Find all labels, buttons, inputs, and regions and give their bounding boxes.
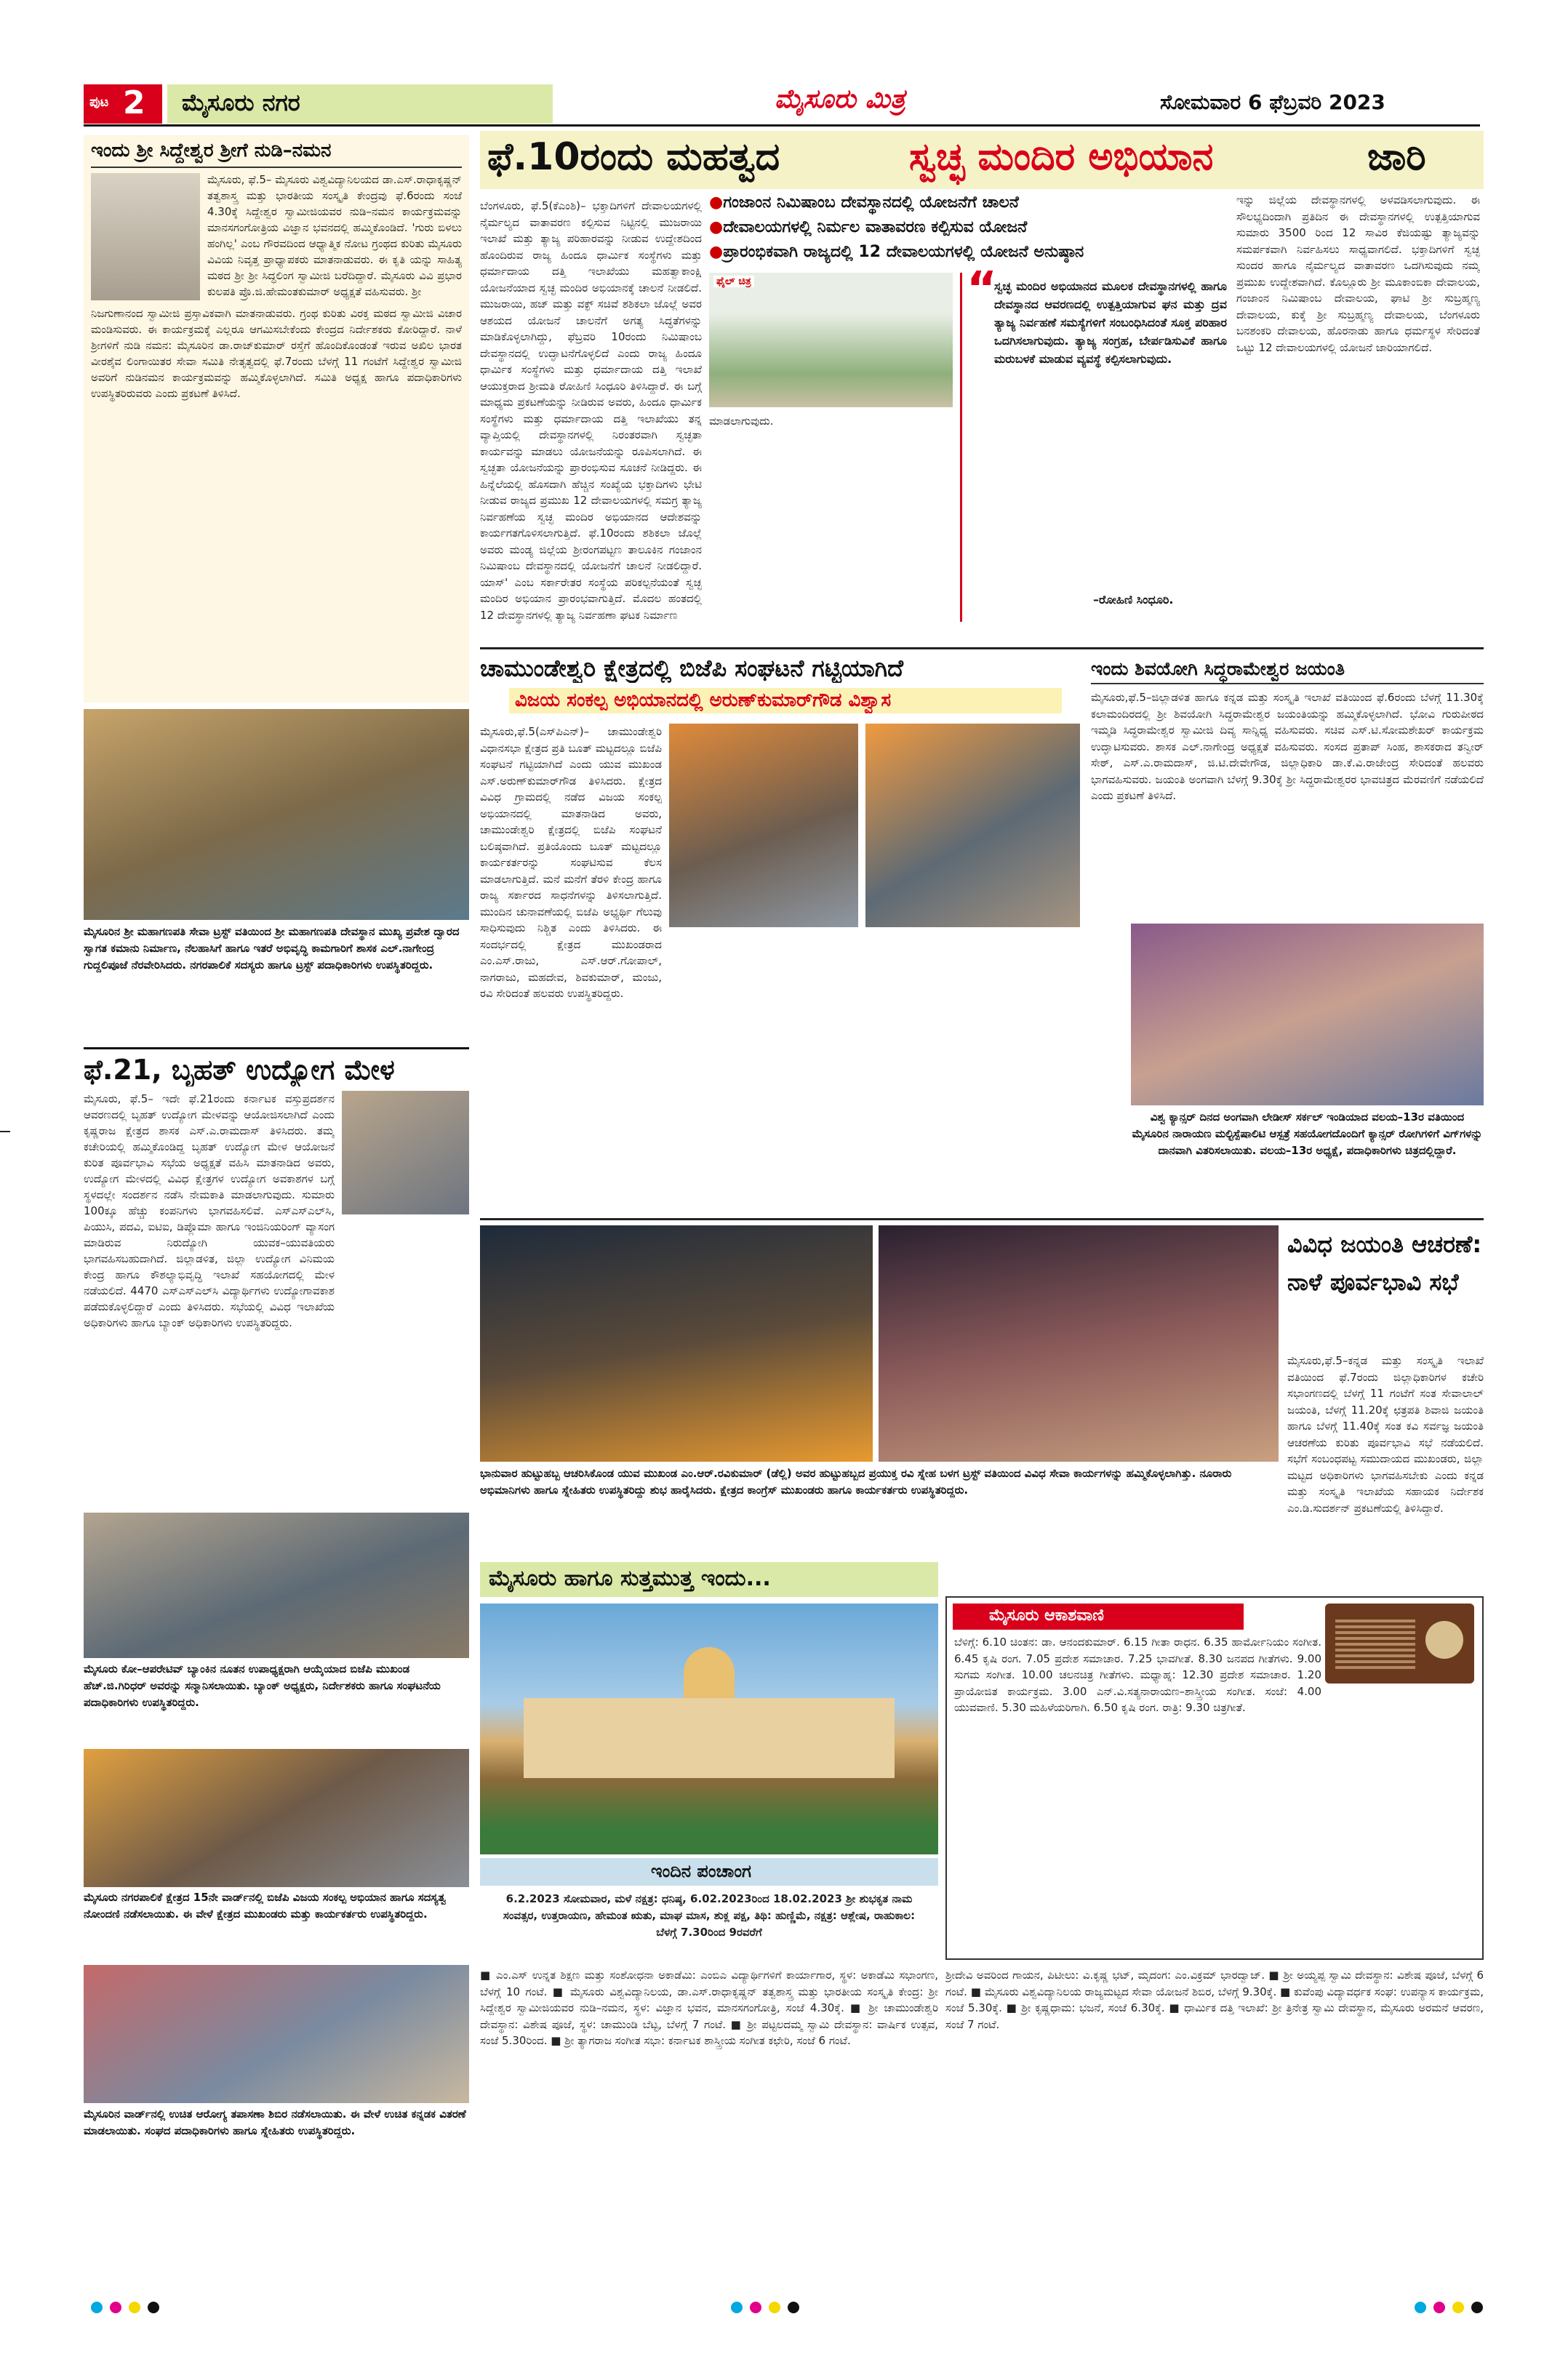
lead-quote: ಸ್ವಚ್ಛ ಮಂದಿರ ಅಭಿಯಾನದ ಮೂಲಕ ದೇವಸ್ಥಾನಗಳಲ್ಲಿ ಹಾಗೂ ದೇವಸ್ಥಾನದ ಆವರಣದಲ್ಲಿ ಉತ್ಪತ್ತಿಯಾಗುವ ಘನ ಮತ್ತು ದ್ರವ ತ್ಯಾಜ್ಯ ನಿರ್ವಹಣೆ ಸಮಸ್ಯೆಗಳಿಗೆ ಸಂಬಂಧಿಸಿದಂತೆ ಸೂಕ್ತ ಪರಿಹಾರ ಒದಗಿಸಲಾಗುವುದು. ತ್ಯಾಜ್ಯ ಸಂಗ್ರಹ, ಬೇರ್ಪಡಿಸುವಿಕೆ ಹಾಗೂ ಮರುಬಳಕೆ ಮಾಡುವ ವ್ಯವಸ್ಥೆ ಕಲ್ಪಿಸಲಾಗುವುದು. [994,279,1227,366]
health-camp-photo [84,1965,469,2103]
issue-date: ಸೋಮವಾರ 6 ಫೆಬ್ರವರಿ 2023 [1160,90,1385,114]
page-number: 2 [123,84,145,121]
section-title: ಮೈಸೂರು ನಗರ [182,89,300,116]
lead-body-col1: ಬೆಂಗಳೂರು, ಫೆ.5(ಕೆಎಂಶಿ)– ಭಕ್ತಾದಿಗಳಿಗೆ ದೇವಾಲಯಗಳಲ್ಲಿ ನೈರ್ಮಲ್ಯದ ವಾತಾವರಣ ಕಲ್ಪಿಸುವ ನಿಟ್ಟಿನಲ್ಲಿ ಮುಜರಾಯಿ ಇಲಾಖೆ ಮತ್ತು ತ್ಯಾಜ್ಯ ಪರಿಹಾರವನ್ನು ನೀಡುವ ಉದ್ದೇಶದಿಂದ ಹೊಂದಿರುವ ರಾಜ್ಯ ಹಿಂದೂ ಧಾರ್ಮಿಕ ಸಂಸ್ಥೆಗಳು ಮತ್ತು ಧರ್ಮಾದಾಯ ದತ್ತಿ ಇಲಾಖೆಯು ಮಹತ್ವಾಕಾಂಕ್ಷಿ ಯೋಜನೆಯಾದ ಸ್ವಚ್ಛ ಮಂದಿರ ಅಭಿಯಾನಕ್ಕೆ ಚಾಲನೆ ನೀಡಲಿದೆ. ಮುಜರಾಯಿ, ಹಜ್ ಮತ್ತು ವಕ್ಫ್ ಸಚಿವೆ ಶಶಿಕಲಾ ಜೊಲ್ಲೆ ಅವರ ಆಶಯದ ಯೋಜನೆ ಚಾಲನೆಗೆ ಅಗತ್ಯ ಸಿದ್ಧತೆಗಳನ್ನು ಮಾಡಿಕೊಳ್ಳಲಾಗಿದ್ದು, ಫೆಬ್ರವರಿ 10ರಂದು ನಿಮಿಷಾಂಬ ದೇವಸ್ಥಾನದಲ್ಲಿ ಉದ್ಘಾಟನೆಗೊಳ್ಳಲಿದೆ ಎಂದು ರಾಜ್ಯ ಹಿಂದೂ ಧಾರ್ಮಿಕ ಸಂಸ್ಥೆಗಳು ಮತ್ತು ಧರ್ಮಾದಾಯ ದತ್ತಿ ಇಲಾಖೆ ಆಯುಕ್ತರಾದ ಶ್ರೀಮತಿ ರೋಹಿಣಿ ಸಿಂಧೂರಿ ತಿಳಿಸಿದ್ದಾರೆ. ಈ ಬಗ್ಗೆ ಮಾಧ್ಯಮ ಪ್ರಕಟಣೆಯನ್ನು ನೀಡಿರುವ ಅವರು, ಹಿಂದೂ ಧಾರ್ಮಿಕ ಸಂಸ್ಥೆಗಳು ಮತ್ತು ಧರ್ಮಾದಾಯ ದತ್ತಿ ಇಲಾಖೆಯು ತನ್ನ ವ್ಯಾಪ್ತಿಯಲ್ಲಿ ದೇವಸ್ಥಾನಗಳಲ್ಲಿ ನಿರಂತರವಾಗಿ ಸ್ವಚ್ಛತಾ ಕಾರ್ಯವನ್ನು ಮಾಡಲು ಯೋಜನೆಯನ್ನು ರೂಪಿಸಲಾಗಿದೆ. ಈ ಸ್ವಚ್ಛತಾ ಯೋಜನೆಯನ್ನು ಪ್ರಾರಂಭಿಸುವ ಸೂಚನೆ ನೀಡಿದ್ದರು. ಈ ಹಿನ್ನೆಲೆಯಲ್ಲಿ ಹೊಸದಾಗಿ ಹೆಚ್ಚಿನ ಸಂಖ್ಯೆಯ ಭಕ್ತಾದಿಗಳು ಭೇಟಿ ನೀಡುವ ರಾಜ್ಯದ ಪ್ರಮುಖ 12 ದೇವಾಲಯಗಳಲ್ಲಿ ಸಮಗ್ರ ತ್ಯಾಜ್ಯ ನಿರ್ವಹಣೆಯ ಸ್ವಚ್ಛ ಮಂದಿರ ಅಭಿಯಾನದ ಆದೇಶವನ್ನು ಕಾರ್ಯಗತಗೊಳಿಸಲಾಗುತ್ತಿದೆ. ಫೆ.10ರಂದು ಶಶಿಕಲಾ ಜೊಲ್ಲೆ ಅವರು ಮಂಡ್ಯ ಜಿಲ್ಲೆಯ ಶ್ರೀರಂಗಪಟ್ಟಣ ತಾಲೂಕಿನ ಗಂಜಾಂನ ನಿಮಿಷಾಂಬ ದೇವಸ್ಥಾನದಲ್ಲಿ ಯೋಜನೆಗೆ ಚಾಲನೆ ನೀಡಲಿದ್ದಾರೆ. ಯಾಸ್' ಎಂಬ ಸರ್ಕಾರೇತರ ಸಂಸ್ಥೆಯ ಪರಿಕಲ್ಪನೆಯಂತೆ ಸ್ವಚ್ಛ ಮಂದಿರ ಅಭಿಯಾನ ಪ್ರಾರಂಭವಾಗುತ್ತಿದೆ. ಮೊದಲ ಹಂತದಲ್ಲಿ 12 ದೇವಸ್ಥಾನಗಳಲ್ಲಿ ತ್ಯಾಜ್ಯ ನಿರ್ವಹಣಾ ಘಟಕ ನಿರ್ಮಾಣ [480,199,702,622]
chamundeshwari-header [480,654,1080,720]
registration-dots [87,2302,163,2316]
chamundeshwari-body-col1: ಮೈಸೂರು,ಫೆ.5(ಎಸ್‌ಪಿಎನ್)– ಚಾಮುಂಡೇಶ್ವರಿ ವಿಧಾನಸಭಾ ಕ್ಷೇತ್ರದ ಪ್ರತಿ ಬೂತ್ ಮಟ್ಟದಲ್ಲೂ ಬಿಜೆಪಿ ಸಂಘಟನೆ ಗಟ್ಟಿಯಾಗಿದೆ ಎಂದು ಯುವ ಮುಖಂಡ ಎಸ್.ಅರುಣ್‌ಕುಮಾರ್‌ಗೌಡ ತಿಳಿಸಿದರು. ಕ್ಷೇತ್ರದ ವಿವಿಧ ಗ್ರಾಮದಲ್ಲಿ ನಡೆದ ವಿಜಯ ಸಂಕಲ್ಪ ಅಭಿಯಾನದಲ್ಲಿ ಮಾತನಾಡಿದ ಅವರು, ಚಾಮುಂಡೇಶ್ವರಿ ಕ್ಷೇತ್ರದಲ್ಲಿ ಬಿಜೆಪಿ ಸಂಘಟನೆ ಬಲಿಷ್ಠವಾಗಿದೆ. ಪ್ರತಿಯೊಂದು ಬೂತ್ ಮಟ್ಟದಲ್ಲೂ ಕಾರ್ಯಕರ್ತರನ್ನು ಸಂಘಟಿಸುವ ಕೆಲಸ ಮಾಡಲಾಗುತ್ತಿದೆ. ಮನೆ ಮನೆಗೆ ತೆರಳಿ ಕೇಂದ್ರ ಹಾಗೂ ರಾಜ್ಯ ಸರ್ಕಾರದ ಸಾಧನೆಗಳನ್ನು ತಿಳಿಸಲಾಗುತ್ತಿದೆ. ಮುಂದಿನ ಚುನಾವಣೆಯಲ್ಲಿ ಬಿಜೆಪಿ ಅಭ್ಯರ್ಥಿ ಗೆಲುವು ಸಾಧಿಸುವುದು ನಿಶ್ಚಿತ ಎಂದು ತಿಳಿಸಿದರು. ಈ ಸಂದರ್ಭದಲ್ಲಿ ಕ್ಷೇತ್ರದ ಮುಖಂಡರಾದ ಎಂ.ಎಸ್.ರಾಜು, ಎಸ್.ಆರ್.ಗೋಪಾಲ್, ನಾಗರಾಜು, ಮಹದೇವ, ಶಿವಕುಮಾರ್, ಮಂಜು, ರವಿ ಸೇರಿದಂತೆ ಹಲವರು ಉಪಸ್ಥಿತರಿದ್ದರು. [480,725,662,1000]
sidebar-body: ಮೈಸೂರು, ಫೆ.5– ಮೈಸೂರು ವಿಶ್ವವಿದ್ಯಾನಿಲಯದ ಡಾ.ಎಸ್.ರಾಧಾಕೃಷ್ಣನ್ ತತ್ವಶಾಸ್ತ್ರ ಮತ್ತು ಭಾರತೀಯ ಸಂಸ್ಕೃತಿ ಕೇಂದ್ರವು ಫೆ.6ರಂದು ಸಂಜೆ 4.30ಕ್ಕೆ ಸಿದ್ದೇಶ್ವರ ಸ್ವಾಮೀಜಿಯವರ ನುಡಿ–ನಮನ ಕಾರ್ಯಕ್ರಮವನ್ನು ಮಾನಸಗಂಗೋತ್ರಿಯ ವಿಜ್ಞಾನ ಭವನದಲ್ಲಿ ಹಮ್ಮಿಕೊಂಡಿದೆ. 'ಗುರು ಬಿಳಲು ಹಂಗಿಲ್ಲ' ಎಂಬ ಗೌರವದಿಂದ ಆಧ್ಯಾತ್ಮಿಕ ನೋಟ ಗ್ರಂಥದ ಕುರಿತು ಮೈಸೂರು ವಿವಿಯ ನಿವೃತ್ತ ಪ್ರಾಧ್ಯಾಪಕರು ಮಾತನಾಡುವರು. ಈ ಕೃತಿ ಯನ್ನು ಸಾಹಿತ್ಯ ಮಠದ ಶ್ರೀ ಶ್ರೀ ಸಿದ್ಧಲಿಂಗ ಸ್ವಾಮೀಜಿ ಬರೆದಿದ್ದಾರೆ. ಮೈಸೂರು ವಿವಿ ಪ್ರಭಾರ ಕುಲಪತಿ ಪ್ರೊ.ಜಿ.ಹೇಮಂತಕುಮಾರ್ ಅಧ್ಯಕ್ಷತೆ ವಹಿಸುವರು. ಶ್ರೀ [207,173,462,298]
radio-title-box [953,1604,1244,1630]
file-photo-label: ಫೈಲ್ ಚಿತ್ರ [713,276,754,287]
job-fair-body: ಮೈಸೂರು, ಫೆ.5– ಇದೇ ಫೆ.21ರಂದು ಕರ್ನಾಟಕ ವಸ್ತುಪ್ರದರ್ಶನ ಆವರಣದಲ್ಲಿ ಬೃಹತ್ ಉದ್ಯೋಗ ಮೇಳವನ್ನು ಆಯೋಜಿಸಲಾಗಿದೆ ಎಂದು ಕೃಷ್ಣರಾಜ ಕ್ಷೇತ್ರದ ಶಾಸಕ ಎಸ್.ಎ.ರಾಮದಾಸ್ ತಿಳಿಸಿದರು. ತಮ್ಮ ಕಚೇರಿಯಲ್ಲಿ ಹಮ್ಮಿಕೊಂಡಿದ್ದ ಬೃಹತ್ ಉದ್ಯೋಗ ಮೇಳ ಆಯೋಜನೆ ಕುರಿತ ಪೂರ್ವಭಾವಿ ಸಭೆಯ ಅಧ್ಯಕ್ಷತೆ ವಹಿಸಿ ಮಾತನಾಡಿದ ಅವರು, ಉದ್ಯೋಗ ಮೇಳದಲ್ಲಿ ವಿವಿಧ ಕ್ಷೇತ್ರಗಳ ಉದ್ಯೋಗ ಅವಕಾಶಗಳ ಬಗ್ಗೆ ಸ್ಥಳದಲ್ಲೇ ಸಂದರ್ಶನ ನಡೆಸಿ ನೇಮಕಾತಿ ಮಾಡಲಾಗುವುದು. ಸುಮಾರು 100ಕ್ಕೂ ಹೆಚ್ಚು ಕಂಪನಿಗಳು ಭಾಗವಹಿಸಲಿವೆ. ಎಸ್‌ಎಸ್‌ಎಲ್‌ಸಿ, ಪಿಯುಸಿ, ಪದವಿ, ಐಟಿಐ, ಡಿಪ್ಲೊಮಾ ಹಾಗೂ ಇಂಜಿನಿಯರಿಂಗ್ ವ್ಯಾಸಂಗ ಮಾಡಿರುವ ನಿರುದ್ಯೋಗಿ ಯುವಕ–ಯುವತಿಯರು ಭಾಗವಹಿಸಬಹುದಾಗಿದೆ. ಜಿಲ್ಲಾಡಳಿತ, ಜಿಲ್ಲಾ ಉದ್ಯೋಗ ವಿನಿಮಯ ಕೇಂದ್ರ ಹಾಗೂ ಕೌಶಲ್ಯಾಭಿವೃದ್ಧಿ ಇಲಾಖೆ ಸಹಯೋಗದಲ್ಲಿ ಮೇಳ ನಡೆಯಲಿದೆ. 4470 ಎಸ್‌ಎಸ್‌ಎಲ್‌ಸಿ ವಿದ್ಯಾರ್ಥಿಗಳು ಉದ್ಯೋಗಾವಕಾಶ ಪಡೆದುಕೊಳ್ಳಲಿದ್ದಾರೆ ಎಂದು ತಿಳಿಸಿದರು. ಸಭೆಯಲ್ಲಿ ವಿವಿಧ ಇಲಾಖೆಯ ಅಧಿಕಾರಿಗಳು ಹಾಗೂ ಬ್ಯಾಂಕ್ ಅಧಿಕಾರಿಗಳು ಉಪಸ್ಥಿತರಿದ್ದರು. [84,1092,335,1329]
palace-dome [684,1647,735,1698]
panchanga-title-box [480,1858,938,1886]
lead-bullet: ●ಗಂಜಾಂನ ನಿಮಿಷಾಂಬ ದೇವಸ್ಥಾನದಲ್ಲಿ ಯೋಜನೆಗೆ ಚಾಲನೆ [709,193,1019,212]
radio-dial [1425,1621,1463,1659]
events-banner [480,1562,938,1597]
radio-schedule: ಬೆಳಿಗ್ಗೆ: 6.10 ಚಿಂತನ: ಡಾ. ಆನಂದಕುಮಾರ್. 6.15 ಗೀತಾ ರಾಧನ. 6.35 ಹಾರ್ಮೋನಿಯಂ ಸಂಗೀತ. 6.45 ಕೃಷಿ ರಂಗ. 7.05 ಪ್ರದೇಶ ಸಮಾಚಾರ. 7.25 ಭಾವಗೀತೆ. 8.30 ಜನಪದ ಗೀತೆಗಳು. 9.00 ಸುಗಮ ಸಂಗೀತ. 10.00 ಚಲನಚಿತ್ರ ಗೀತೆಗಳು. ಮಧ್ಯಾಹ್ನ: 12.30 ಪ್ರದೇಶ ಸಮಾಚಾರ. 1.20 ಪ್ರಾಯೋಜಿತ ಕಾರ್ಯಕ್ರಮ. 3.00 ಎನ್.ವಿ.ಸತ್ಯನಾರಾಯಣ–ಶಾಸ್ತ್ರೀಯ ಸಂಗೀತ. ಸಂಜೆ: 4.00 ಯುವವಾಣಿ. 5.30 ಮಹಿಳೆಯರಿಗಾಗಿ. 6.50 ಕೃಷಿ ರಂಗ. ರಾತ್ರಿ: 9.30 ಚಿತ್ರಗೀತೆ. [954,1636,1321,1714]
radio-box [945,1596,1484,1960]
paper-name: ಮೈಸೂರು ಮಿತ್ರ [775,84,905,114]
page-label-box [84,84,162,124]
jayanti-meeting-body: ಮೈಸೂರು,ಫೆ.5–ಕನ್ನಡ ಮತ್ತು ಸಂಸ್ಕೃತಿ ಇಲಾಖೆ ವತಿಯಿಂದ ಫೆ.7ರಂದು ಜಿಲ್ಲಾಧಿಕಾರಿಗಳ ಕಚೇರಿ ಸಭಾಂಗಣದಲ್ಲಿ ಬೆಳಗ್ಗೆ 11 ಗಂಟೆಗೆ ಸಂತ ಸೇವಾಲಾಲ್ ಜಯಂತಿ, ಬೆಳಗ್ಗೆ 11.20ಕ್ಕೆ ಛತ್ರಪತಿ ಶಿವಾಜಿ ಜಯಂತಿ ಹಾಗೂ ಬೆಳಗ್ಗೆ 11.40ಕ್ಕೆ ಸಂತ ಕವಿ ಸರ್ವಜ್ಞ ಜಯಂತಿ ಆಚರಣೆಯ ಕುರಿತು ಪೂರ್ವಭಾವಿ ಸಭೆ ನಡೆಯಲಿದೆ. ಸಭೆಗೆ ಸಂಬಂಧಪಟ್ಟ ಸಮುದಾಯದ ಮುಖಂಡರು, ಜಿಲ್ಲಾ ಮಟ್ಟದ ಅಧಿಕಾರಿಗಳು ಭಾಗವಹಿಸಬೇಕು ಎಂದು ಕನ್ನಡ ಮತ್ತು ಸಂಸ್ಕೃತಿ ಇಲಾಖೆಯ ಸಹಾಯಕ ನಿರ್ದೇಶಕ ಎಂ.ಡಿ.ಸುದರ್ಶನ್ ಪ್ರಕಟಣೆಯಲ್ಲಿ ತಿಳಿಸಿದ್ದಾರೆ. [1287,1354,1484,1515]
radio-title: ಮೈಸೂರು ಆಕಾಶವಾಣಿ [989,1606,1104,1625]
ladies-circle-photo [1131,924,1484,1105]
chamundeshwari-photo-1 [669,724,858,927]
lead-bullet: ●ದೇವಾಲಯಗಳಲ್ಲಿ ನಿರ್ಮಲ ವಾತಾವರಣ ಕಲ್ಪಿಸುವ ಯೋಜನೆ [709,218,1028,236]
radio-icon [1325,1604,1474,1684]
section-title-box [167,84,553,124]
bank-felicitation-photo [84,1513,469,1658]
panchanga-text: 6.2.2023 ಸೋಮವಾರ, ಮಳೆ ನಕ್ಷತ್ರ: ಧನಿಷ್ಠ, 6.02.2023ರಿಂದ 18.02.2023 ಶ್ರೀ ಶುಭಕೃತ ನಾಮ ಸಂವತ್ಸರ, ಉತ್ತರಾಯಣ, ಹೇಮಂತ ಋತು, ಮಾಘ ಮಾಸ, ಶುಕ್ಲ ಪಕ್ಷ, ತಿಥಿ: ಹುಣ್ಣಿಮೆ, ನಕ್ಷತ್ರ: ಆಶ್ಲೇಷ, ರಾಹುಕಾಲ: ಬೆಳಗ್ಗೆ 7.30ರಿಂದ 9ರವರೆಗೆ [503,1892,916,1939]
birthday-photo-1 [480,1225,873,1462]
ward-campaign-photo [84,1749,469,1887]
chamundeshwari-photo-2 [865,724,1080,927]
sidebar-headline: ಇಂದು ಶ್ರೀ ಸಿದ್ದೇಶ್ವರ ಶ್ರೀಗೆ ನುಡಿ–ನಮನ [91,140,462,168]
panchanga-title: ಇಂದಿನ ಪಂಚಾಂಗ [651,1861,751,1881]
chamundeshwari-headline: ಚಾಮುಂಡೇಶ್ವರಿ ಕ್ಷೇತ್ರದಲ್ಲಿ ಬಿಜೆಪಿ ಸಂಘಟನೆ ಗಟ್ಟಿಯಾಗಿದೆ [480,654,904,682]
divider [480,647,1484,649]
lead-quote-box [960,263,1229,622]
ward-caption: ಮೈಸೂರು ನಗರಪಾಲಿಕೆ ಕ್ಷೇತ್ರದ 15ನೇ ವಾರ್ಡ್‌ನಲ್ಲಿ ಬಿಜೆಪಿ ವಿಜಯ ಸಂಕಲ್ಪ ಅಭಿಯಾನ ಹಾಗೂ ಸದಸ್ಯತ್ವ ನೋಂದಣಿ ನಡೆಸಲಾಯಿತು. ಈ ವೇಳೆ ಕ್ಷೇತ್ರದ ಮುಖಂಡರು ಮತ್ತು ಕಾರ್ಯಕರ್ತರು ಉಪಸ್ಥಿತರಿದ್ದರು. [84,1891,447,1921]
job-fair-headline: ಫೆ.21, ಬೃಹತ್ ಉದ್ಯೋಗ ಮೇಳ [84,1047,469,1086]
lead-body-right: ಇನ್ನು ಜಿಲ್ಲೆಯ ದೇವಸ್ಥಾನಗಳಲ್ಲಿ ಅಳವಡಿಸಲಾಗುವುದು. ಈ ಸೌಲಭ್ಯದಿಂದಾಗಿ ಪ್ರತಿದಿನ ಈ ದೇವಸ್ಥಾನಗಳಲ್ಲಿ ಉತ್ಪತ್ತಿಯಾಗುವ ಸುಮಾರು 3500 ರಿಂದ 12 ಸಾವಿರ ಕೆಜಿಯಷ್ಟು ತ್ಯಾಜ್ಯವನ್ನು ಸಮರ್ಪಕವಾಗಿ ನಿರ್ವಹಿಸಲು ಸಾಧ್ಯವಾಗಲಿದೆ. ಭಕ್ತಾದಿಗಳಿಗೆ ಸ್ವಚ್ಛ ಸುಂದರ ಹಾಗೂ ನೈರ್ಮಲ್ಯದ ವಾತಾವರಣ ಒದಗಿಸುವುದು ನಮ್ಮ ಪ್ರಮುಖ ಉದ್ದೇಶವಾಗಿದೆ. ಕೊಲ್ಲೂರು ಶ್ರೀ ಮೂಕಾಂಬಿಕಾ ದೇವಾಲಯ, ಗಂಜಾಂನ ನಿಮಿಷಾಂಬ ದೇವಾಲಯ, ಘಾಟಿ ಶ್ರೀ ಸುಬ್ರಹ್ಮಣ್ಯ ದೇವಾಲಯ, ಕುಕ್ಕೆ ಶ್ರೀ ಸುಬ್ರಹ್ಮಣ್ಯ ದೇವಾಲಯ, ಬೆಂಗಳೂರು ಬನಶಂಕರಿ ದೇವಾಲಯ, ಹೊರನಾಡು ಹಾಗೂ ಧರ್ಮಸ್ಥಳ ಸೇರಿದಂತೆ ಒಟ್ಟು 12 ದೇವಾಲಯಗಳಲ್ಲಿ ಯೋಜನೆ ಜಾರಿಯಾಗಲಿದೆ. [1236,193,1480,354]
chamundeshwari-subhead: ವಿಜಯ ಸಂಕಲ್ಪ ಅಭಿಯಾನದಲ್ಲಿ ಅರುಣ್‌ಕುಮಾರ್‌ಗೌಡ ವಿಶ್ವಾಸ [509,688,1062,713]
swamiji-photo [91,173,200,300]
lead-bullet: ●ಪ್ರಾರಂಭಿಕವಾಗಿ ರಾಜ್ಯದಲ್ಲಿ 12 ದೇವಾಲಯಗಳಲ್ಲಿ ಯೋಜನೆ ಅನುಷ್ಠಾನ [709,243,1084,261]
birthday-photo-2 [879,1225,1279,1462]
birthday-caption: ಭಾನುವಾರ ಹುಟ್ಟುಹಬ್ಬ ಆಚರಿಸಿಕೊಂಡ ಯುವ ಮುಖಂಡ ಎಂ.ಆರ್.ರವಿಕುಮಾರ್ (ಡೆಲ್ಲಿ) ಅವರ ಹುಟ್ಟುಹಬ್ಬದ ಪ್ರಯುಕ್ತ ರವಿ ಸ್ನೇಹ ಬಳಗ ಟ್ರಸ್ಟ್ ವತಿಯಿಂದ ವಿವಿಧ ಸೇವಾ ಕಾರ್ಯಗಳನ್ನು ಹಮ್ಮಿಕೊಳ್ಳಲಾಗಿತ್ತು. ನೂರಾರು ಅಭಿಮಾನಿಗಳು ಹಾಗೂ ಸ್ನೇಹಿತರು ಉಪಸ್ಥಿತರಿದ್ದು ಶುಭ ಹಾರೈಸಿದರು. ಕ್ಷೇತ್ರದ ಕಾಂಗ್ರೆಸ್ ಮುಖಂಡರು ಹಾಗೂ ಕಾರ್ಯಕರ್ತರು ಉಪಸ್ಥಿತರಿದ್ದರು. [480,1467,1232,1497]
events-listings-right: ಶ್ರೀದೇವಿ ಅವರಿಂದ ಗಾಯನ, ಪಿಟೀಲು: ವಿ.ಕೃಷ್ಣ ಭಟ್, ಮೃದಂಗ: ಎಂ.ವಿಕ್ರಮ್ ಭಾರದ್ವಾಜ್. ■ ಶ್ರೀ ಅಯ್ಯಪ್ಪ ಸ್ವಾಮಿ ದೇವಸ್ಥಾನ: ವಿಶೇಷ ಪೂಜೆ, ಬೆಳಗ್ಗೆ 6 ಗಂಟೆ. ■ ಮೈಸೂರು ವಿಶ್ವವಿದ್ಯಾನಿಲಯ ರಾಜ್ಯಮಟ್ಟದ ಸೇವಾ ಯೋಜನೆ ಶಿಬಿರ, ಬೆಳಗ್ಗೆ 9.30ಕ್ಕೆ. ■ ಕುವೆಂಪು ವಿದ್ಯಾವರ್ಧಕ ಸಂಘ: ಉಪನ್ಯಾಸ ಕಾರ್ಯಕ್ರಮ, ಸಂಜೆ 5.30ಕ್ಕೆ. ■ ಶ್ರೀ ಕೃಷ್ಣಧಾಮ: ಭಜನೆ, ಸಂಜೆ 6.30ಕ್ಕೆ. ■ ಧಾರ್ಮಿಕ ದತ್ತಿ ಇಲಾಖೆ: ಶ್ರೀ ತ್ರಿನೇತ್ರ ಸ್ವಾಮಿ ದೇವಸ್ಥಾನ, ಮೈಸೂರು ಅರಮನೆ ಆವರಣ, ಸಂಜೆ 7 ಗಂಟೆ. [945,1969,1484,2031]
job-fair-photo [342,1091,469,1214]
chamundeshwari-body-col2 [669,934,862,1211]
lead-body-col2: ಮಾಡಲಾಗುವುದು. [709,415,774,428]
registration-dots [1411,2302,1487,2316]
ladies-circle-caption: ವಿಶ್ವ ಕ್ಯಾನ್ಸರ್ ದಿನದ ಅಂಗವಾಗಿ ಲೇಡೀಸ್ ಸರ್ಕಲ್ ಇಂಡಿಯಾದ ವಲಯ–13ರ ವತಿಯಿಂದ ಮೈಸೂರಿನ ನಾರಾಯಣ ಮಲ್ಟಿಸ್ಪೆಷಾಲಿಟಿ ಆಸ್ಪತ್ರೆ ಸಹಯೋಗದೊಂದಿಗೆ ಕ್ಯಾನ್ಸರ್ ರೋಗಿಗಳಿಗೆ ವಿಗ್‌ಗಳನ್ನು ದಾನವಾಗಿ ವಿತರಿಸಲಾಯಿತು. ವಲಯ–13ರ ಅಧ್ಯಕ್ಷೆ, ಪದಾಧಿಕಾರಿಗಳು ಚಿತ್ರದಲ್ಲಿದ್ದಾರೆ. [1132,1110,1483,1157]
sidebar-story [84,135,469,702]
quote-author: –ರೋಹಿಣಿ ಸಿಂಧೂರಿ. [1093,593,1174,606]
radio-speaker [1335,1618,1415,1669]
masthead [84,81,1480,127]
ganapathi-temple-photo [84,709,469,920]
lead-headline-highlight: ಸ್ವಚ್ಛ ಮಂದಿರ ಅಭಿಯಾನ [909,135,1214,179]
health-camp-caption: ಮೈಸೂರಿನ ವಾರ್ಡ್‌ನಲ್ಲಿ ಉಚಿತ ಆರೋಗ್ಯ ತಪಾಸಣಾ ಶಿಬಿರ ನಡೆಸಲಾಯಿತು. ಈ ವೇಳೆ ಉಚಿತ ಕನ್ನಡಕ ವಿತರಣೆ ಮಾಡಲಾಯಿತು. ಸಂಘದ ಪದಾಧಿಕಾರಿಗಳು ಹಾಗೂ ಸ್ನೇಹಿತರು ಉಪಸ್ಥಿತರಿದ್ದರು. [84,2107,466,2137]
registration-dots [727,2302,803,2316]
ganapathi-caption: ಮೈಸೂರಿನ ಶ್ರೀ ಮಹಾಗಣಪತಿ ಸೇವಾ ಟ್ರಸ್ಟ್ ವತಿಯಿಂದ ಶ್ರೀ ಮಹಾಗಣಪತಿ ದೇವಸ್ಥಾನ ಮುಖ್ಯ ಪ್ರವೇಶ ದ್ವಾರದ ಸ್ವಾಗತ ಕಮಾನು ನಿರ್ಮಾಣ, ನೆಲಹಾಸಿಗೆ ಹಾಗೂ ಇತರೆ ಅಭಿವೃದ್ಧಿ ಕಾಮಗಾರಿಗೆ ಶಾಸಕ ಎಲ್.ನಾಗೇಂದ್ರ ಗುದ್ದಲಿಪೂಜೆ ನೆರವೇರಿಸಿದರು. ನಗರಪಾಲಿಕೆ ಸದಸ್ಯರು ಹಾಗೂ ಟ್ರಸ್ಟ್ ಪದಾಧಿಕಾರಿಗಳು ಉಪಸ್ಥಿತರಿದ್ದರು. [84,925,460,972]
lead-headline-part1: ಫೆ.10ರಂದು ಮಹತ್ವದ [487,135,780,179]
divider [480,1218,1484,1220]
lead-bullets [709,192,1218,268]
page-label: ಪುಟ [89,95,109,110]
sidebar-body-cont: ನಿಜಗುಣಾನಂದ ಸ್ವಾಮೀಜಿ ಪ್ರಸ್ತಾವಿಕವಾಗಿ ಮಾತನಾಡುವರು. ಗ್ರಂಥ ಕುರಿತು ವಿರಕ್ತ ಮಠದ ಸ್ವಾಮೀಜಿ ವಿಚಾರ ಮಂಡಿಸುವರು. ಈ ಕಾರ್ಯಕ್ರಮಕ್ಕೆ ಎಲ್ಲರೂ ಆಗಮಿಸಬೇಕೆಂದು ಕೇಂದ್ರದ ನಿರ್ದೇಶಕರು ಕೋರಿದ್ದಾರೆ. ನಾಳೆ ಶ್ರೀಗಳಿಗೆ ನುಡಿ ನಮನ: ಮೈಸೂರಿನ ಡಾ.ರಾಜ್‌ಕುಮಾರ್ ರಸ್ತೆಗೆ ಹೊಂದಿಕೊಂಡಂತೆ ಇರುವ ಅಖಿಲ ಭಾರತ ವೀರಶೈವ ಲಿಂಗಾಯಿತರ ಸೇವಾ ಸಮಿತಿ ನೇತೃತ್ವದಲ್ಲಿ ಫೆ.7ರಂದು ಬೆಳಗ್ಗೆ 11 ಗಂಟೆಗೆ ಸಿದ್ದೇಶ್ವರ ಸ್ವಾಮೀಜಿ ಅವರಿಗೆ ನುಡಿನಮನ ಕಾರ್ಯಕ್ರಮವನ್ನು ಹಮ್ಮಿಕೊಳ್ಳಲಾಗಿದೆ. ಸಮಿತಿ ಅಧ್ಯಕ್ಷ ಹಾಗೂ ಪದಾಧಿಕಾರಿಗಳು ಉಪಸ್ಥಿತರಿರುವರು ಎಂದು ಪ್ರಕಟಣೆ ತಿಳಿಸಿದೆ. [91,307,462,400]
quote-mark-icon: “ [967,263,998,316]
lead-headline [480,131,1484,189]
palace-body [524,1698,895,1778]
jayanti-meeting-headline: ವಿವಿಧ ಜಯಂತಿ ಆಚರಣೆ: ನಾಳೆ ಪೂರ್ವಭಾವಿ ಸಭೆ [1287,1230,1482,1296]
bank-caption: ಮೈಸೂರು ಕೋ–ಆಪರೇಟಿವ್ ಬ್ಯಾಂಕಿನ ನೂತನ ಉಪಾಧ್ಯಕ್ಷರಾಗಿ ಆಯ್ಕೆಯಾದ ಬಿಜೆಪಿ ಮುಖಂಡ ಹೆಚ್.ಜಿ.ಗಿರಿಧರ್ ಅವರನ್ನು ಸನ್ಮಾನಿಸಲಾಯಿತು. ಬ್ಯಾಂಕ್ ಅಧ್ಯಕ್ಷರು, ನಿರ್ದೇಶಕರು ಹಾಗೂ ಸಂಘಟನೆಯ ಪದಾಧಿಕಾರಿಗಳು ಉಪಸ್ಥಿತರಿದ್ದರು. [84,1662,441,1709]
events-banner-title: ಮೈಸೂರು ಹಾಗೂ ಸುತ್ತಮುತ್ತ ಇಂದು... [489,1566,771,1591]
lead-headline-part2: ಜಾರಿ [1367,135,1426,179]
temple-file-photo [709,273,953,407]
chamundeshwari-body-col3 [869,934,1080,1211]
crop-mark [0,1131,10,1132]
shivayogi-headline: ಇಂದು ಶಿವಯೋಗಿ ಸಿದ್ಧರಾಮೇಶ್ವರ ಜಯಂತಿ [1091,658,1484,684]
shivayogi-body: ಮೈಸೂರು,ಫೆ.5–ಜಿಲ್ಲಾಡಳಿತ ಹಾಗೂ ಕನ್ನಡ ಮತ್ತು ಸಂಸ್ಕೃತಿ ಇಲಾಖೆ ವತಿಯಿಂದ ಫೆ.6ರಂದು ಬೆಳಗ್ಗೆ 11.30ಕ್ಕೆ ಕಲಾಮಂದಿರದಲ್ಲಿ ಶ್ರೀ ಶಿವಯೋಗಿ ಸಿದ್ಧರಾಮೇಶ್ವರ ಜಯಂತಿಯನ್ನು ಹಮ್ಮಿಕೊಳ್ಳಲಾಗಿದೆ. ಭೋವಿ ಗುರುಪೀಠದ ಇಮ್ಮಡಿ ಸಿದ್ಧರಾಮೇಶ್ವರ ಸ್ವಾಮೀಜಿ ದಿವ್ಯ ಸಾನ್ನಿಧ್ಯ ವಹಿಸುವರು. ಸಚಿವ ಎಸ್.ಟಿ.ಸೋಮಶೇಖರ್ ಕಾರ್ಯಕ್ರಮ ಉದ್ಘಾಟಿಸುವರು. ಶಾಸಕ ಎಲ್.ನಾಗೇಂದ್ರ ಅಧ್ಯಕ್ಷತೆ ವಹಿಸುವರು. ಸಂಸದ ಪ್ರತಾಪ್ ಸಿಂಹ, ಶಾಸಕರಾದ ತನ್ವೀರ್ ಸೇಠ್, ಎಸ್.ಎ.ರಾಮದಾಸ್, ಜಿ.ಟಿ.ದೇವೇಗೌಡ, ಜಿಲ್ಲಾಧಿಕಾರಿ ಡಾ.ಕೆ.ವಿ.ರಾಜೇಂದ್ರ ಸೇರಿದಂತೆ ಹಲವರು ಭಾಗವಹಿಸುವರು. ಜಯಂತಿ ಅಂಗವಾಗಿ ಬೆಳಗ್ಗೆ 9.30ಕ್ಕೆ ಶ್ರೀ ಸಿದ್ಧರಾಮೇಶ್ವರರ ಭಾವಚಿತ್ರದ ಮೆರವಣಿಗೆ ನಡೆಯಲಿದೆ ಎಂದು ಪ್ರಕಟಣೆ ತಿಳಿಸಿದೆ. [1091,691,1484,802]
events-listings-left: ■ ಎಂ.ಎಸ್ ಉನ್ನತ ಶಿಕ್ಷಣ ಮತ್ತು ಸಂಶೋಧನಾ ಅಕಾಡೆಮಿ: ಎಂಬಿಎ ವಿದ್ಯಾರ್ಥಿಗಳಿಗೆ ಕಾರ್ಯಾಗಾರ, ಸ್ಥಳ: ಅಕಾಡೆಮಿ ಸಭಾಂಗಣ, ಬೆಳಗ್ಗೆ 10 ಗಂಟೆ. ■ ಮೈಸೂರು ವಿಶ್ವವಿದ್ಯಾನಿಲಯ, ಡಾ.ಎಸ್.ರಾಧಾಕೃಷ್ಣನ್ ತತ್ವಶಾಸ್ತ್ರ ಮತ್ತು ಭಾರತೀಯ ಸಂಸ್ಕೃತಿ ಕೇಂದ್ರ: ಶ್ರೀ ಸಿದ್ದೇಶ್ವರ ಸ್ವಾಮೀಜಿಯವರ ನುಡಿ–ನಮನ, ಸ್ಥಳ: ವಿಜ್ಞಾನ ಭವನ, ಮಾನಸಗಂಗೋತ್ರಿ, ಸಂಜೆ 4.30ಕ್ಕೆ. ■ ಶ್ರೀ ಚಾಮುಂಡೇಶ್ವರಿ ದೇವಸ್ಥಾನ: ವಿಶೇಷ ಪೂಜೆ, ಸ್ಥಳ: ಚಾಮುಂಡಿ ಬೆಟ್ಟ, ಬೆಳಗ್ಗೆ 7 ಗಂಟೆ. ■ ಶ್ರೀ ಪಟ್ಟಲದಮ್ಮ ಸ್ವಾಮಿ ದೇವಸ್ಥಾನ: ವಾರ್ಷಿಕ ಉತ್ಸವ, ಸಂಜೆ 5.30ರಿಂದ. ■ ಶ್ರೀ ತ್ಯಾಗರಾಜ ಸಂಗೀತ ಸಭಾ: ಕರ್ನಾಟಕ ಶಾಸ್ತ್ರೀಯ ಸಂಗೀತ ಕಛೇರಿ, ಸಂಜೆ 6 ಗಂಟೆ. [480,1969,938,2047]
mysore-palace-photo [480,1604,938,1854]
